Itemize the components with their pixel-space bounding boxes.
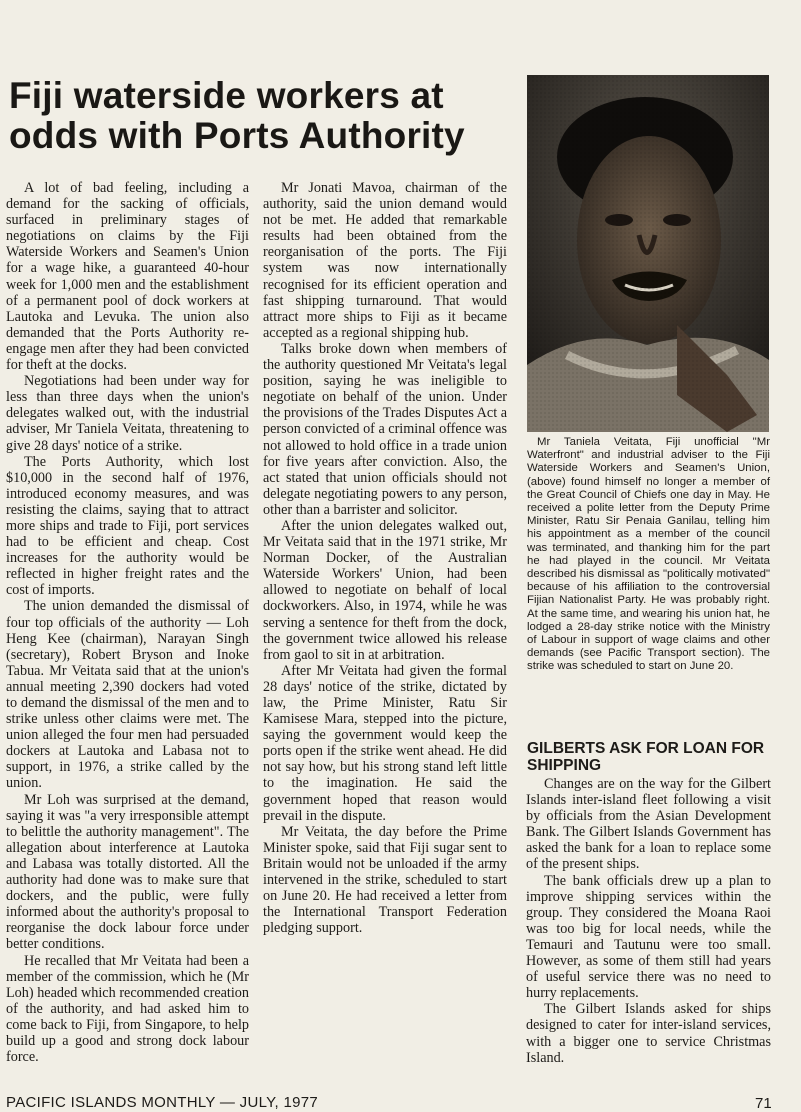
article-paragraph: He recalled that Mr Veitata had been a member of the commission, which he (Mr Loh) headed which recommended creation of the authority, and had asked him to come back to Fiji, from Singapore, to help build up a good and strong dock labour force.: [6, 952, 249, 1066]
article-column-2: [263, 180, 507, 936]
sidebar-paragraph: The bank officials drew up a plan to improve shipping services within the group. They considered the Moana Raoi was too big for local needs, while the Temauri and Tautunu were too small. However, as some of them still had years of useful service there was no need to hurry replacements.: [526, 872, 771, 1002]
sidebar-paragraph: The Gilbert Islands asked for ships designed to cater for inter-island services, with a bigger one to service Christmas Island.: [526, 1001, 771, 1066]
article-paragraph: Mr Veitata, the day before the Prime Minister spoke, said that Fiji sugar sent to Britain would not be unloaded if the army intervened in the strike, scheduled to start on June 20. He had received a letter from the International Transport Federation pledging support.: [263, 823, 507, 937]
article-paragraph: The union demanded the dismissal of four top officials of the authority — Loh Heng Kee (chairman), Narayan Singh (secretary), Robert Bryson and Inoke Tabua. Mr Veitata said that at the union's annual meeting 2,390 dockers had voted to demand the dismissal of the men and to strike unless other claims were met. The union alleged the four men had persuaded dockers at Lautoka and Labasa not to support, in 1976, a strike called by the union.: [6, 598, 249, 792]
page-number: 71: [755, 1095, 772, 1112]
sidebar-headline: GILBERTS ASK FOR LOAN FOR SHIPPING: [527, 740, 765, 774]
article-paragraph: After the union delegates walked out, Mr Veitata said that in the 1971 strike, Mr Norman Docker, of the Australian Waterside Workers' Union, had been allowed to negotiate on behalf of local dockworkers. Also, in 1974, while he was serving a sentence for theft from the dock, the government twice allowed his release from gaol to sit in at arbitration.: [263, 517, 507, 663]
portrait-illustration: [527, 75, 769, 432]
article-paragraph: Mr Jonati Mavoa, chairman of the authority, said the union demand would not be met. He added that remarkable results had been obtained from the reorganisation of the ports. The Fiji system was now internationally recognised for its efficient operation and fast shipping turnaround. That would attract more ships to Fiji as it became accepted as a regional shipping hub.: [263, 180, 507, 341]
footer-publication: PACIFIC ISLANDS MONTHLY — JULY, 1977: [6, 1094, 319, 1111]
article-paragraph: Mr Loh was surprised at the demand, saying it was "a very irresponsible attempt to belittle the authority management". The allegation about interference at Lautoka and Labasa was totally distorted. All the authority had done was to make sure that dockers, and the public, were fully informed about the authority's proposal to reorganise the dock labour force under better conditions.: [6, 791, 249, 953]
article-paragraph: After Mr Veitata had given the formal 28 days' notice of the strike, dictated by law, the Prime Minister, Ratu Sir Kamisese Mara, stepped into the picture, saying the government would keep the ports open if the strike went ahead. He did not say how, but his strong stand left little to the imagination. He said the government hoped that reason would prevail in the dispute.: [263, 662, 507, 824]
article-paragraph: The Ports Authority, which lost $10,000 in the second half of 1976, introduced economy measures, and was resisting the claims, saying that to attract more ships and trade to Fiji, port services had to be efficient and cheap. Cost increases for the authority would be reflected in higher freight rates and the cost of imports.: [6, 453, 249, 599]
portrait-photo: [527, 75, 769, 432]
article-paragraph: A lot of bad feeling, including a demand for the sacking of officials, surfaced in preliminary stages of negotiations on claims by the Fiji Waterside Workers and Seamen's Union for a wage hike, a guaranteed 40-hour week for 1,000 men and the establishment of a permanent pool of dock workers at Lautoka and Levuka. The union also demanded that the Ports Authority re-engage men after they had been convicted for theft at the docks.: [6, 180, 249, 374]
article-column-1: [6, 180, 249, 1065]
photo-caption: Mr Taniela Veitata, Fiji unofficial "Mr Waterfront" and industrial adviser to the Fiji Waterside Workers and Seamen's Union, (above) found himself no longer a member of the Great Council of Chiefs one day in May. He received a polite letter from the Deputy Prime Minister, Ratu Sir Penaia Ganilau, telling him his appointment as a member of the council was terminated, and thanking him for the part he had played in the council. Mr Veitata described his dismissal as "politically motivated" because of his affiliation to the controversial Fijian Nationalist Party. He was probably right. At the same time, and wearing his union hat, he lodged a 28-day strike notice with the Ministry of Labour in support of wage claims and other demands (see Pacific Transport section). The strike was scheduled to start on June 20.: [527, 436, 770, 673]
sidebar-column: [526, 776, 771, 1066]
headline: Fiji waterside workers at odds with Ports Authority: [9, 75, 465, 156]
sidebar-paragraph: Changes are on the way for the Gilbert Islands inter-island fleet following a visit by officials from the Asian Development Bank. The Gilbert Islands Government has asked the bank for a loan to replace some of the present ships.: [526, 776, 771, 873]
article-paragraph: Talks broke down when members of the authority questioned Mr Veitata's legal position, saying he was ineligible to negotiate on behalf of the union. Under the provisions of the Trades Disputes Act a person convicted of a criminal offence was not allowed to hold office in a trade union for five years after conviction. Also, the act stated that union officials should not delegate negotiating powers to any person, other than a barrister and solicitor.: [263, 340, 507, 518]
article-paragraph: Negotiations had been under way for less than three days when the union's delegates walked out, with the industrial adviser, Mr Taniela Veitata, threatening to give 28 days' notice of a strike.: [6, 373, 249, 454]
